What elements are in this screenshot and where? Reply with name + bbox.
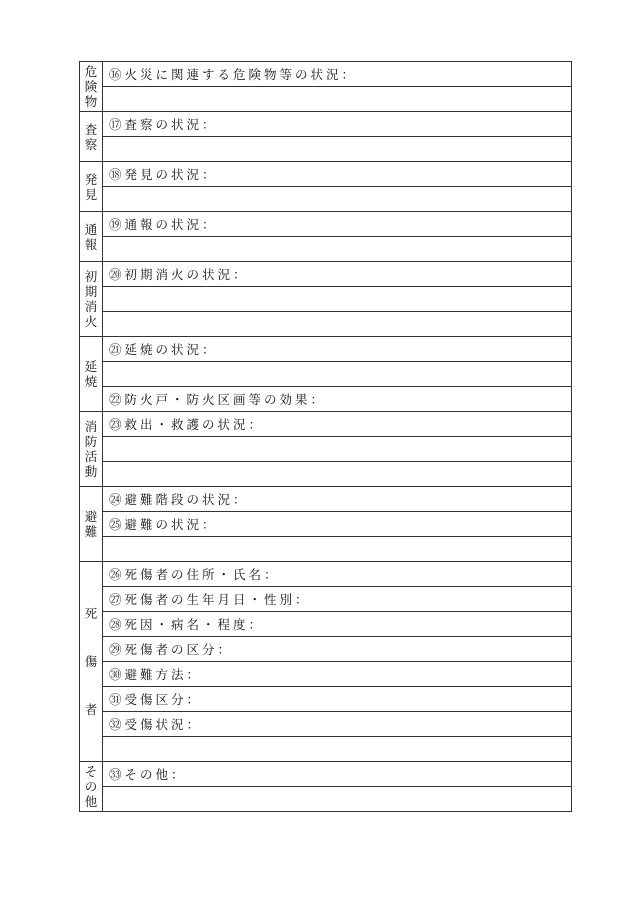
blank-line[interactable] (103, 787, 572, 812)
row-casualties-2 (80, 587, 572, 612)
blank-line[interactable] (103, 362, 572, 387)
blank-line[interactable] (103, 462, 572, 487)
section-label-casualties: 死 傷 者 (80, 562, 103, 762)
row-spread-2 (80, 387, 572, 412)
row-evacuation-blank (80, 537, 572, 562)
row-casualties-blank (80, 737, 572, 762)
row-report-blank (80, 237, 572, 262)
field-other[interactable]: ㉝その他： (103, 762, 572, 787)
report-form-table (79, 61, 572, 812)
row-casualties-3 (80, 612, 572, 637)
row-danger-1 (80, 62, 572, 87)
field-evacuation-method[interactable]: ㉚避難方法： (103, 662, 572, 687)
section-label-danger: 危 険 物 (80, 62, 103, 112)
row-discovery-1 (80, 162, 572, 187)
section-label-initial: 初 期 消 火 (80, 262, 103, 337)
blank-line[interactable] (103, 287, 572, 312)
section-label-spread: 延 焼 (80, 337, 103, 412)
field-rescue[interactable]: ㉓救出・救護の状況： (103, 412, 572, 437)
row-firefighting-blank-2 (80, 462, 572, 487)
blank-line[interactable] (103, 312, 572, 337)
field-cause-of-death[interactable]: ㉘死因・病名・程度： (103, 612, 572, 637)
field-evacuation[interactable]: ㉕避難の状況： (103, 512, 572, 537)
section-label-other: そ の 他 (80, 762, 103, 812)
row-casualties-4 (80, 637, 572, 662)
row-discovery-blank (80, 187, 572, 212)
row-firefighting-blank-1 (80, 437, 572, 462)
row-spread-1 (80, 337, 572, 362)
field-casualty-address-name[interactable]: ㉖死傷者の住所・氏名： (103, 562, 572, 587)
row-spread-blank (80, 362, 572, 387)
row-casualties-7 (80, 712, 572, 737)
field-initial-extinguishing[interactable]: ⑳初期消火の状況： (103, 262, 572, 287)
blank-line[interactable] (103, 237, 572, 262)
blank-line[interactable] (103, 537, 572, 562)
row-initial-blank-2 (80, 312, 572, 337)
blank-line[interactable] (103, 437, 572, 462)
row-initial-blank-1 (80, 287, 572, 312)
field-discovery[interactable]: ⑱発見の状況： (103, 162, 572, 187)
section-label-report: 通 報 (80, 212, 103, 262)
field-evacuation-stairs[interactable]: ㉔避難階段の状況： (103, 487, 572, 512)
section-label-discovery: 発 見 (80, 162, 103, 212)
row-danger-blank (80, 87, 572, 112)
blank-line[interactable] (103, 87, 572, 112)
row-evacuation-1 (80, 487, 572, 512)
blank-line[interactable] (103, 737, 572, 762)
blank-line[interactable] (103, 137, 572, 162)
field-spread[interactable]: ㉑延焼の状況： (103, 337, 572, 362)
field-report[interactable]: ⑲通報の状況： (103, 212, 572, 237)
row-initial-1 (80, 262, 572, 287)
section-label-firefighting: 消 防 活 動 (80, 412, 103, 487)
row-inspection-1 (80, 112, 572, 137)
row-firefighting-1 (80, 412, 572, 437)
section-label-evacuation: 避 難 (80, 487, 103, 562)
field-danger-goods[interactable]: ⑯火災に関連する危険物等の状況： (103, 62, 572, 87)
row-casualties-6 (80, 687, 572, 712)
row-report-1 (80, 212, 572, 237)
row-evacuation-2 (80, 512, 572, 537)
row-casualties-1 (80, 562, 572, 587)
row-other-blank (80, 787, 572, 812)
row-casualties-5 (80, 662, 572, 687)
field-injury-situation[interactable]: ㉜受傷状況： (103, 712, 572, 737)
row-other-1 (80, 762, 572, 787)
section-label-inspection: 査 察 (80, 112, 103, 162)
blank-line[interactable] (103, 187, 572, 212)
field-inspection[interactable]: ⑰査察の状況： (103, 112, 572, 137)
field-fire-door-effect[interactable]: ㉒防火戸・防火区画等の効果： (103, 387, 572, 412)
field-injury-category[interactable]: ㉛受傷区分： (103, 687, 572, 712)
row-inspection-blank (80, 137, 572, 162)
field-casualty-category[interactable]: ㉙死傷者の区分： (103, 637, 572, 662)
field-casualty-birth-gender[interactable]: ㉗死傷者の生年月日・性別： (103, 587, 572, 612)
